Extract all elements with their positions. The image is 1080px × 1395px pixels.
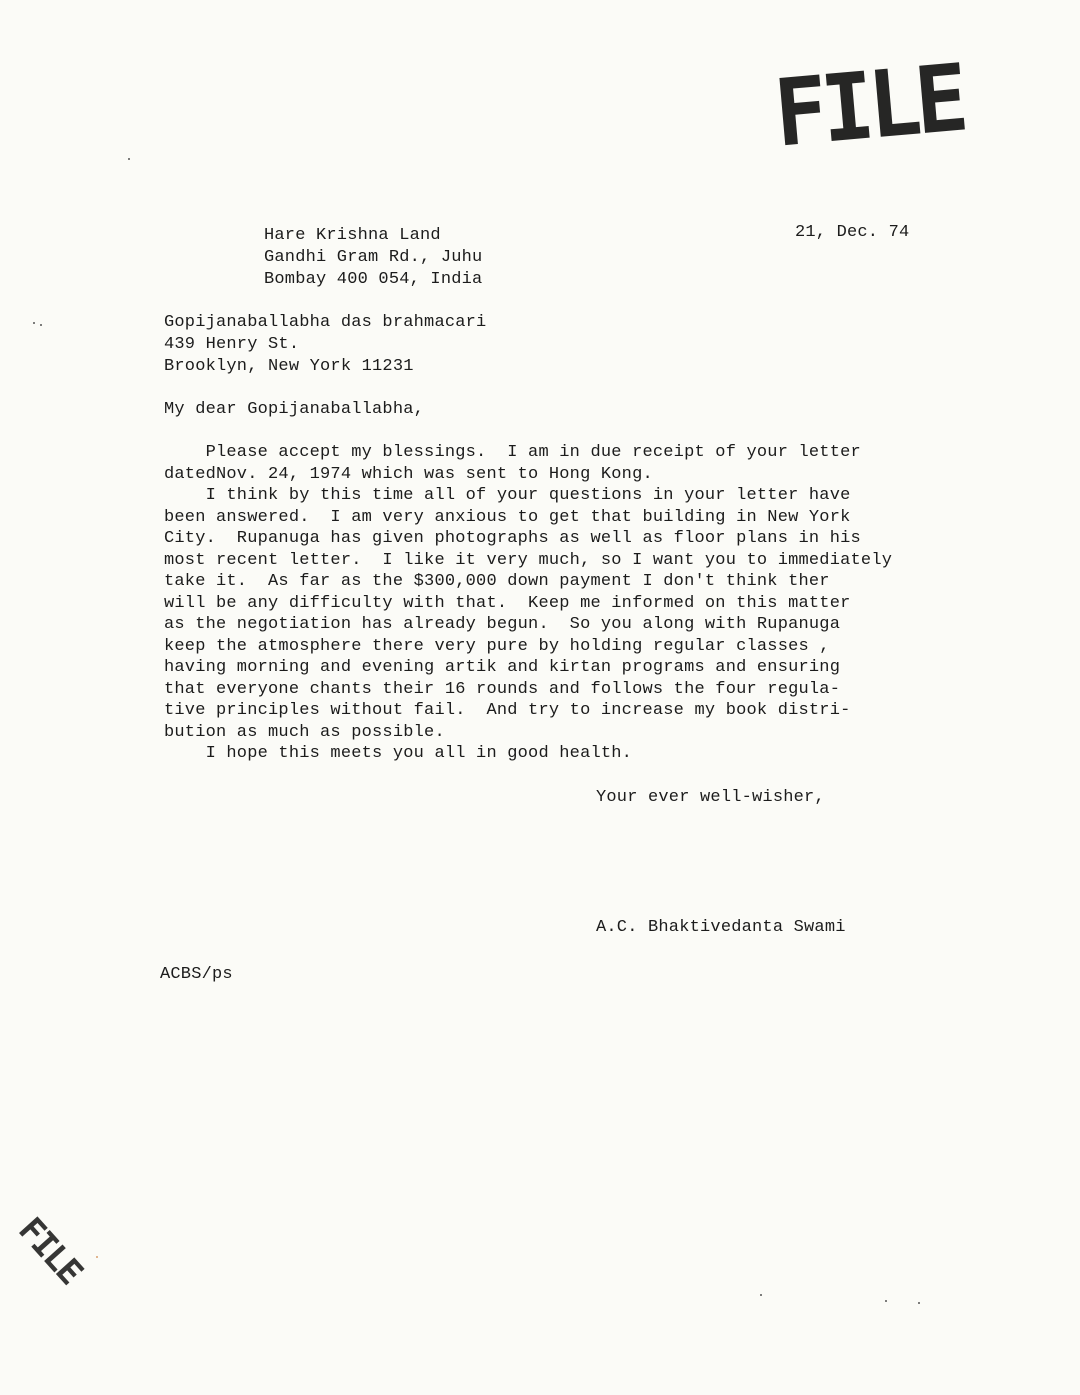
- letter-date: 21, Dec. 74: [795, 223, 910, 242]
- body-line: I hope this meets you all in good health.: [164, 744, 633, 763]
- file-stamp-top: FILE: [770, 43, 967, 168]
- body-line: datedNov. 24, 1974 which was sent to Hong Kong.: [164, 465, 653, 484]
- scan-speck: [918, 1302, 920, 1304]
- closing: Your ever well-wisher,: [596, 788, 825, 807]
- body-line: bution as much as possible.: [164, 723, 445, 742]
- body-line: will be any difficulty with that. Keep me informed on this matter: [164, 594, 851, 613]
- body-line: I think by this time all of your questions in your letter have: [164, 486, 851, 505]
- scan-speck: [33, 322, 35, 324]
- sender-address-line: Bombay 400 054, India: [264, 270, 483, 289]
- sender-address-line: Gandhi Gram Rd., Juhu: [264, 248, 483, 267]
- body-line: tive principles without fail. And try to increase my book distri-: [164, 701, 851, 720]
- scan-speck: [760, 1294, 762, 1296]
- salutation: My dear Gopijanaballabha,: [164, 400, 425, 419]
- sender-address-line: Hare Krishna Land: [264, 226, 441, 245]
- scan-speck: [40, 324, 42, 326]
- recipient-address-line: 439 Henry St.: [164, 335, 300, 354]
- body-line: City. Rupanuga has given photographs as well as floor plans in his: [164, 529, 861, 548]
- body-line: that everyone chants their 16 rounds and follows the four regula-: [164, 680, 841, 699]
- scan-speck: [96, 1256, 98, 1258]
- reference-initials: ACBS/ps: [160, 965, 233, 984]
- body-line: take it. As far as the $300,000 down payment I don't think ther: [164, 572, 830, 591]
- body-line: as the negotiation has already begun. So you along with Rupanuga: [164, 615, 841, 634]
- body-line: having morning and evening artik and kirtan programs and ensuring: [164, 658, 841, 677]
- file-stamp-bottom: FILE: [10, 1210, 90, 1292]
- body-line: keep the atmosphere there very pure by holding regular classes ,: [164, 637, 830, 656]
- body-line: most recent letter. I like it very much, so I want you to immediately: [164, 551, 893, 570]
- signature: A.C. Bhaktivedanta Swami: [596, 918, 846, 937]
- recipient-address-line: Gopijanaballabha das brahmacari: [164, 313, 487, 332]
- recipient-address-line: Brooklyn, New York 11231: [164, 357, 414, 376]
- scan-speck: [128, 158, 130, 160]
- body-line: Please accept my blessings. I am in due receipt of your letter: [164, 443, 861, 462]
- scan-speck: [885, 1300, 887, 1302]
- body-line: been answered. I am very anxious to get that building in New York: [164, 508, 851, 527]
